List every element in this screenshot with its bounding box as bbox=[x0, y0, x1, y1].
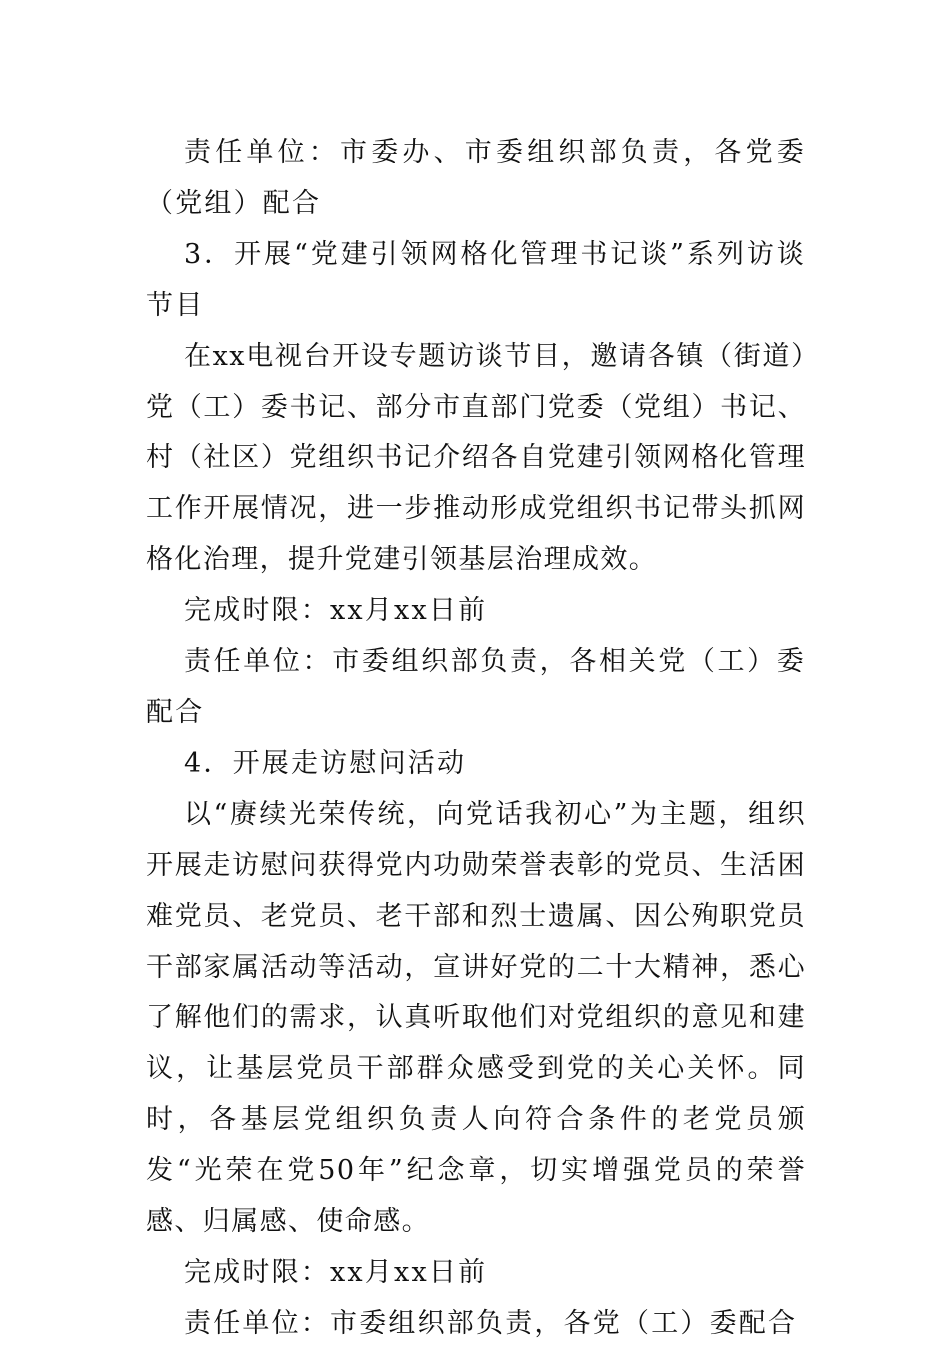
deadline-paragraph: 完成时限：xx月xx日前 bbox=[184, 1256, 488, 1288]
section-heading-3: 3．开展“党建引领网格化管理书记谈”系列访谈节目 bbox=[146, 238, 806, 321]
deadline-paragraph: 完成时限：xx月xx日前 bbox=[184, 595, 488, 627]
section-heading-4: 4．开展走访慰问活动 bbox=[184, 747, 467, 779]
body-paragraph: 以“赓续光荣传统，向党话我初心”为主题，组织开展走访慰问获得党内功勋荣誉表彰的党员、生活困难党员、老党员、老干部和烈士遗属、因公殉职党员干部家属活动等活动，宣讲好党的二十大精神，悉心了解他们的需求，认真听取他们对党组织的意见和建议，让基层党员干部群众感受到党的关心关怀。同时，各基层党组织负责人向符合条件的老党员颁发“光荣在党50年”纪念章，切实增强党员的荣誉感、归属感、使命感。 bbox=[146, 798, 806, 1238]
responsibility-paragraph: 责任单位：市委组织部负责，各相关党（工）委配合 bbox=[146, 646, 806, 728]
document-body bbox=[146, 128, 806, 1350]
responsibility-paragraph: 责任单位：市委组织部负责，各党（工）委配合 bbox=[184, 1307, 798, 1339]
body-paragraph: 在xx电视台开设专题访谈节目，邀请各镇（街道）党（工）委书记、部分市直部门党委（党组）书记、村（社区）党组织书记介绍各自党建引领网格化管理工作开展情况，进一步推动形成党组织书记带头抓网格化治理，提升党建引领基层治理成效。 bbox=[146, 340, 806, 576]
responsibility-paragraph: 责任单位：市委办、市委组织部负责，各党委（党组）配合 bbox=[146, 137, 806, 219]
